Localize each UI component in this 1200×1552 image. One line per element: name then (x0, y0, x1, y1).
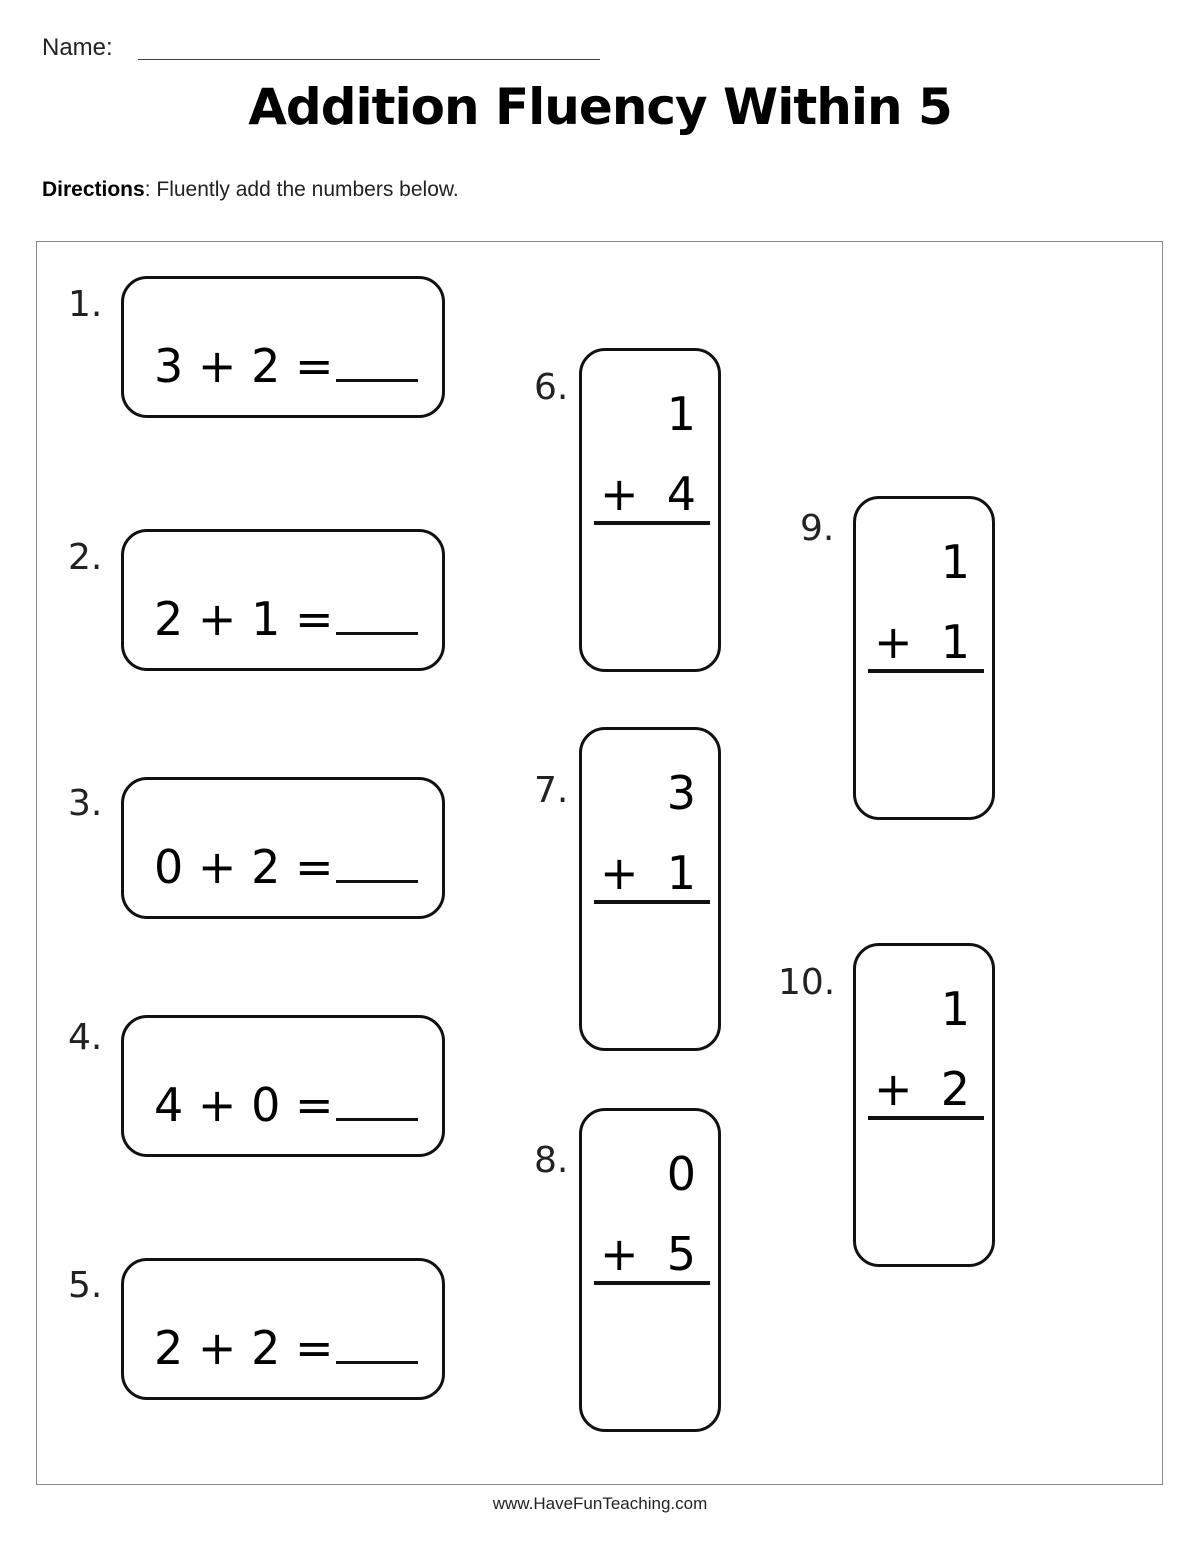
directions-text: : Fluently add the numbers below. (144, 178, 459, 201)
problem-box-4 (121, 1015, 445, 1157)
answer-blank-5[interactable] (336, 1321, 418, 1364)
name-label: Name: (42, 34, 113, 61)
addend-a: 4 (154, 1078, 184, 1132)
answer-blank-2[interactable] (336, 592, 418, 635)
problem-expression-2 (154, 592, 418, 646)
problem-box-10 (853, 943, 995, 1267)
problem-number-6: 6. (534, 367, 569, 408)
problem-number-2: 2. (68, 537, 103, 578)
answer-blank-3[interactable] (336, 840, 418, 883)
top-addend: 0 (666, 1147, 696, 1201)
top-addend: 1 (666, 387, 696, 441)
name-row (42, 34, 602, 64)
equals-sign: = (294, 339, 334, 393)
answer-blank-4[interactable] (336, 1078, 418, 1121)
equals-sign: = (294, 840, 334, 894)
operator: + (197, 339, 237, 393)
addend-a: 2 (154, 1321, 184, 1375)
problem-expression-4 (154, 1078, 418, 1132)
directions (42, 178, 459, 202)
problem-box-9 (853, 496, 995, 820)
sum-line (594, 900, 710, 904)
footer-website: www.HaveFunTeaching.com (492, 1494, 708, 1513)
top-addend: 3 (666, 766, 696, 820)
addend-a: 3 (154, 339, 184, 393)
problem-expression-5 (154, 1321, 418, 1375)
name-line[interactable] (138, 59, 600, 60)
bottom-addend: 1 (666, 846, 696, 900)
answer-blank-1[interactable] (336, 339, 418, 382)
problem-number-5: 5. (68, 1265, 103, 1306)
problem-box-6 (579, 348, 721, 672)
problem-box-8 (579, 1108, 721, 1432)
equals-sign: = (294, 1321, 334, 1375)
problem-box-2 (121, 529, 445, 671)
equals-sign: = (294, 1078, 334, 1132)
addend-b: 2 (251, 1321, 281, 1375)
addend-a: 2 (154, 592, 184, 646)
addend-b: 0 (251, 1078, 281, 1132)
operator: + (874, 1062, 913, 1116)
bottom-addend: 2 (940, 1062, 970, 1116)
page-title: Addition Fluency Within 5 (248, 78, 952, 136)
operator: + (600, 467, 639, 521)
addend-b: 1 (251, 592, 281, 646)
top-addend: 1 (940, 982, 970, 1036)
problem-box-5 (121, 1258, 445, 1400)
top-addend: 1 (940, 535, 970, 589)
addend-a: 0 (154, 840, 184, 894)
problem-number-7: 7. (534, 770, 569, 811)
sum-line (594, 521, 710, 525)
problem-number-10: 10. (778, 962, 836, 1003)
operator: + (197, 1078, 237, 1132)
equals-sign: = (294, 592, 334, 646)
sum-line (594, 1281, 710, 1285)
problem-number-8: 8. (534, 1140, 569, 1181)
problem-number-9: 9. (800, 508, 835, 549)
operator: + (600, 1227, 639, 1281)
problem-number-3: 3. (68, 783, 103, 824)
problem-number-4: 4. (68, 1017, 103, 1058)
problem-number-1: 1. (68, 284, 103, 325)
operator: + (197, 592, 237, 646)
operator: + (197, 840, 237, 894)
addend-b: 2 (251, 339, 281, 393)
directions-label: Directions (42, 178, 145, 201)
problem-box-7 (579, 727, 721, 1051)
bottom-addend: 5 (666, 1227, 696, 1281)
operator: + (600, 846, 639, 900)
sum-line (868, 669, 984, 673)
addend-b: 2 (251, 840, 281, 894)
problem-box-1 (121, 276, 445, 418)
bottom-addend: 1 (940, 615, 970, 669)
sum-line (868, 1116, 984, 1120)
operator: + (874, 615, 913, 669)
problem-expression-1 (154, 339, 418, 393)
problem-expression-3 (154, 840, 418, 894)
operator: + (197, 1321, 237, 1375)
bottom-addend: 4 (666, 467, 696, 521)
problem-box-3 (121, 777, 445, 919)
